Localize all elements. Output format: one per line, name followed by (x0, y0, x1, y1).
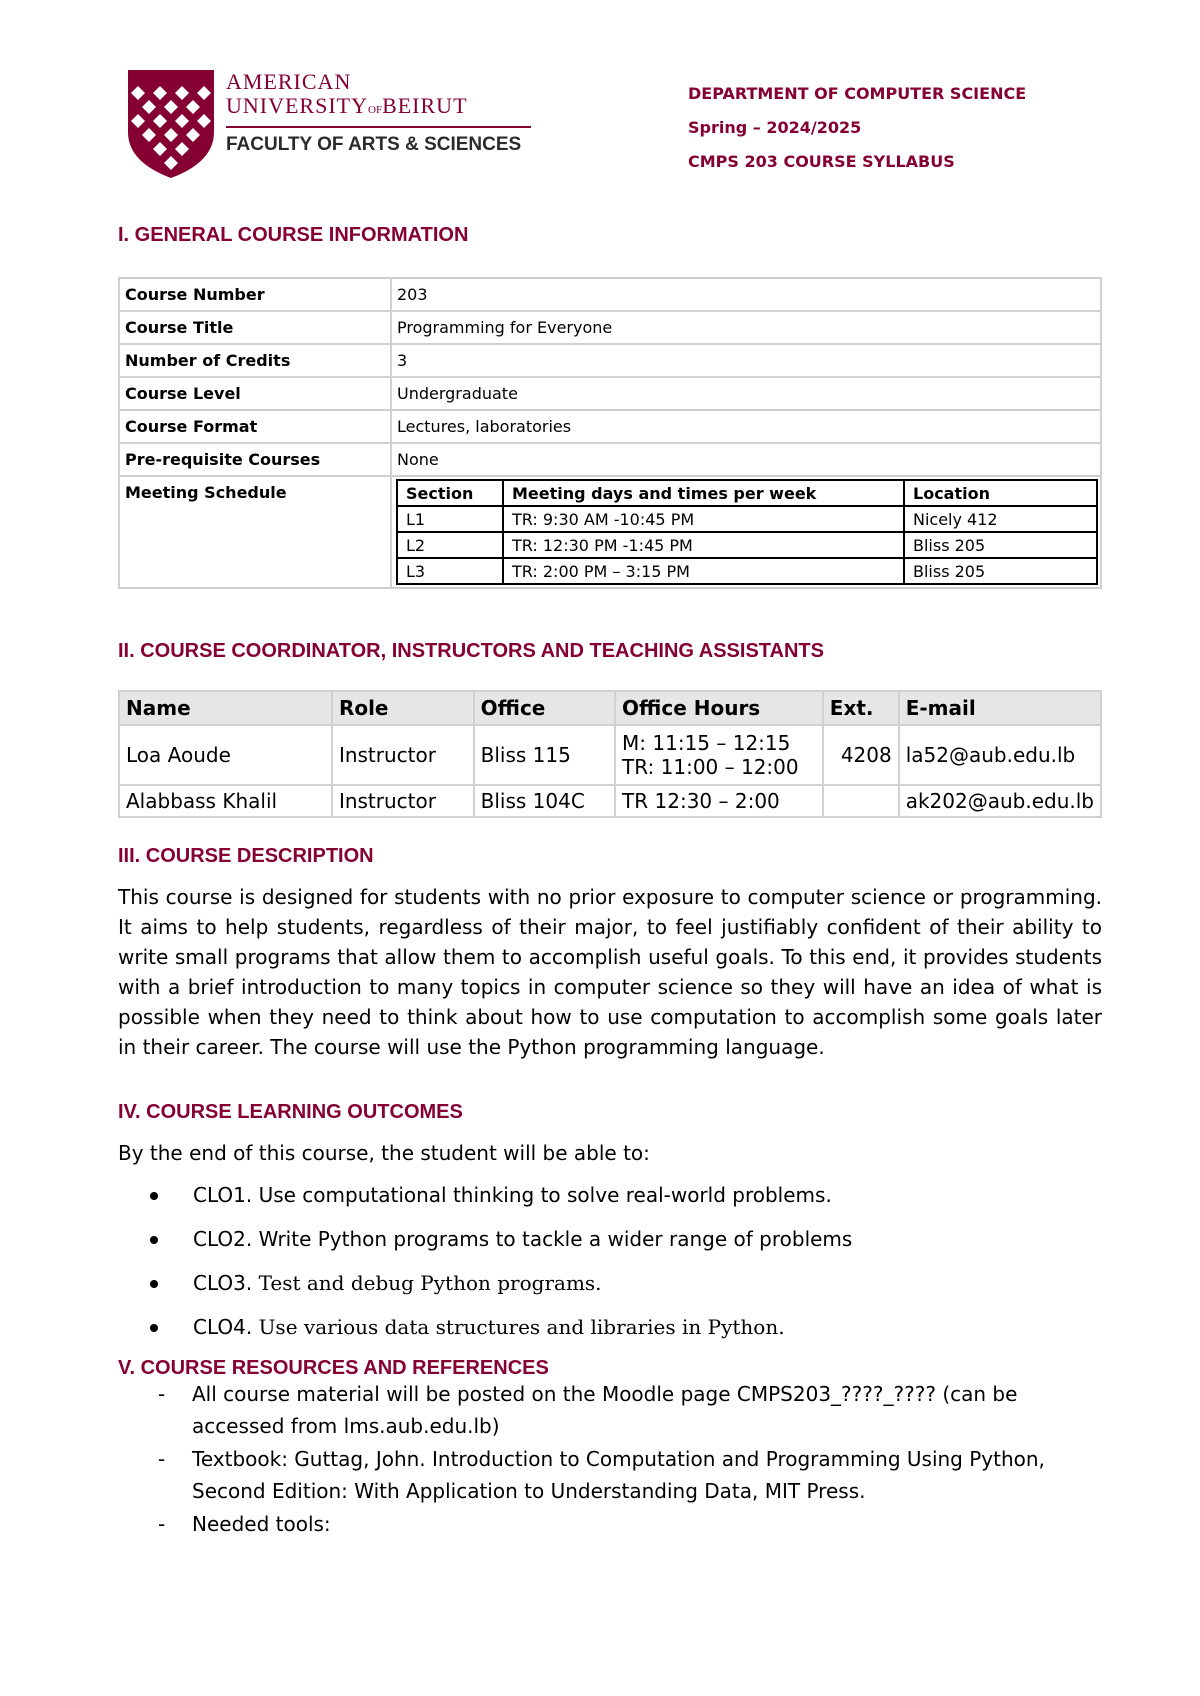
outcome-text: Use various data structures and libraries in Python. (252, 1315, 785, 1339)
schedule-row (397, 532, 1097, 558)
logo-of: OF (368, 104, 383, 116)
dash-bullet: - (158, 1512, 166, 1536)
header-department-block (688, 82, 1026, 184)
table-row (119, 785, 1101, 817)
outcome-key: CLO4. (193, 1315, 253, 1339)
section-heading-resources: V. COURSE RESOURCES AND REFERENCES (118, 1357, 549, 1379)
list-item (145, 1268, 852, 1312)
instructor-name: Loa Aoude (119, 725, 332, 785)
info-value: Lectures, laboratories (391, 410, 1101, 443)
info-label: Course Title (119, 311, 391, 344)
instructors-table (118, 690, 1102, 818)
logo-divider (226, 126, 531, 128)
resource-text: Needed tools: (192, 1512, 331, 1536)
table-row (119, 725, 1101, 785)
instructor-email[interactable]: ak202@aub.edu.lb (899, 785, 1101, 817)
schedule-times: TR: 9:30 AM -10:45 PM (503, 506, 904, 532)
column-header-role: Role (332, 691, 474, 725)
table-row (119, 311, 1101, 344)
course-description: This course is designed for students with no prior exposure to computer science or programming. It aims to help students, regardless of their major, to feel justifiably confident of their ability to write small programs that allow them to accomplish useful goals. To this end, it provides students with a brief introduction to many topics in computer science so they will have an idea of what is possible when they need to think about how to use computation to accomplish some goals later in their career. The course will use the Python programming language. (118, 885, 1102, 1059)
table-row (119, 410, 1101, 443)
table-row (119, 443, 1101, 476)
section-heading-description: III. COURSE DESCRIPTION (118, 845, 374, 867)
outcome-text: Write Python programs to tackle a wider range of problems (252, 1227, 853, 1251)
schedule-header-row (397, 480, 1097, 506)
outcomes-list (145, 1180, 852, 1356)
logo-line-american: AMERICAN (226, 69, 352, 94)
office-hours-line: TR: 11:00 – 12:00 (622, 755, 799, 779)
dash-bullet: - (158, 1447, 166, 1471)
table-row (119, 476, 1101, 588)
schedule-header-section: Section (397, 480, 503, 506)
table-row (119, 344, 1101, 377)
logo-beirut: BEIRUT (382, 93, 468, 118)
bullet-icon (150, 1280, 158, 1288)
outcome-key: CLO1. (193, 1183, 253, 1207)
instructor-office-hours (615, 725, 823, 785)
schedule-times: TR: 2:00 PM – 3:15 PM (503, 558, 904, 584)
meeting-schedule-table (396, 479, 1098, 585)
info-value: 203 (391, 278, 1101, 311)
list-item (150, 1378, 1050, 1442)
schedule-row (397, 558, 1097, 584)
info-label: Number of Credits (119, 344, 391, 377)
info-label: Meeting Schedule (119, 476, 391, 588)
logo-university: UNIVERSITY (226, 93, 368, 118)
general-info-table (118, 277, 1102, 589)
instructor-office: Bliss 115 (474, 725, 615, 785)
dash-bullet: - (158, 1382, 166, 1406)
list-item (145, 1180, 852, 1224)
outcome-text: Use computational thinking to solve real-world problems. (252, 1183, 832, 1207)
instructor-ext (823, 785, 899, 817)
outcome-key: CLO3. (193, 1271, 253, 1295)
instructor-office-hours: TR 12:30 – 2:00 (615, 785, 823, 817)
aub-shield-icon (128, 70, 214, 178)
list-item (150, 1443, 1050, 1507)
info-value: None (391, 443, 1101, 476)
schedule-header-times: Meeting days and times per week (503, 480, 904, 506)
column-header-name: Name (119, 691, 332, 725)
section-heading-instructors: II. COURSE COORDINATOR, INSTRUCTORS AND TEACHING ASSISTANTS (118, 640, 824, 662)
aub-logo (128, 70, 533, 180)
info-value: Undergraduate (391, 377, 1101, 410)
schedule-location: Bliss 205 (904, 558, 1097, 584)
section-heading-general: I. GENERAL COURSE INFORMATION (118, 224, 469, 246)
table-row (119, 377, 1101, 410)
schedule-row (397, 506, 1097, 532)
schedule-location: Bliss 205 (904, 532, 1097, 558)
resources-list (150, 1378, 1050, 1541)
term: Spring – 2024/2025 (688, 118, 862, 137)
info-value: 3 (391, 344, 1101, 377)
schedule-cell (391, 476, 1101, 588)
instructor-role: Instructor (332, 725, 474, 785)
section-heading-outcomes: IV. COURSE LEARNING OUTCOMES (118, 1101, 463, 1123)
department-name: DEPARTMENT OF COMPUTER SCIENCE (688, 84, 1027, 103)
info-value: Programming for Everyone (391, 311, 1101, 344)
info-label: Pre-requisite Courses (119, 443, 391, 476)
instructor-name: Alabbass Khalil (119, 785, 332, 817)
outcome-key: CLO2. (193, 1227, 253, 1251)
list-item (145, 1224, 852, 1268)
resource-text: Textbook: Guttag, John. Introduction to Computation and Programming Using Python, Second Edition: With Application to Understanding Data, MIT Press. (192, 1447, 1045, 1503)
list-item (150, 1508, 1050, 1540)
bullet-icon (150, 1192, 158, 1200)
instructor-role: Instructor (332, 785, 474, 817)
column-header-office: Office (474, 691, 615, 725)
table-row (119, 278, 1101, 311)
column-header-office-hours: Office Hours (615, 691, 823, 725)
info-label: Course Format (119, 410, 391, 443)
list-item (145, 1312, 852, 1356)
resource-text: All course material will be posted on the Moodle page CMPS203_????_???? (can be accessed from lms.aub.edu.lb) (192, 1382, 1018, 1438)
bullet-icon (150, 1324, 158, 1332)
info-label: Course Level (119, 377, 391, 410)
logo-line-university (226, 94, 536, 122)
schedule-times: TR: 12:30 PM -1:45 PM (503, 532, 904, 558)
schedule-section: L3 (397, 558, 503, 584)
schedule-header-location: Location (904, 480, 1097, 506)
info-label: Course Number (119, 278, 391, 311)
schedule-section: L2 (397, 532, 503, 558)
table-header-row (119, 691, 1101, 725)
office-hours-line: M: 11:15 – 12:15 (622, 731, 791, 755)
column-header-ext: Ext. (823, 691, 899, 725)
document-title: CMPS 203 COURSE SYLLABUS (688, 152, 955, 171)
bullet-icon (150, 1236, 158, 1244)
instructor-office: Bliss 104C (474, 785, 615, 817)
schedule-location: Nicely 412 (904, 506, 1097, 532)
column-header-email: E-mail (899, 691, 1101, 725)
outcomes-intro: By the end of this course, the student will be able to: (118, 1141, 650, 1165)
outcome-text: Test and debug Python programs. (252, 1271, 602, 1295)
logo-faculty: FACULTY OF ARTS & SCIENCES (226, 134, 522, 155)
instructor-email[interactable]: la52@aub.edu.lb (899, 725, 1101, 785)
logo-wordmark (226, 70, 536, 156)
instructor-ext: 4208 (823, 725, 899, 785)
schedule-section: L1 (397, 506, 503, 532)
